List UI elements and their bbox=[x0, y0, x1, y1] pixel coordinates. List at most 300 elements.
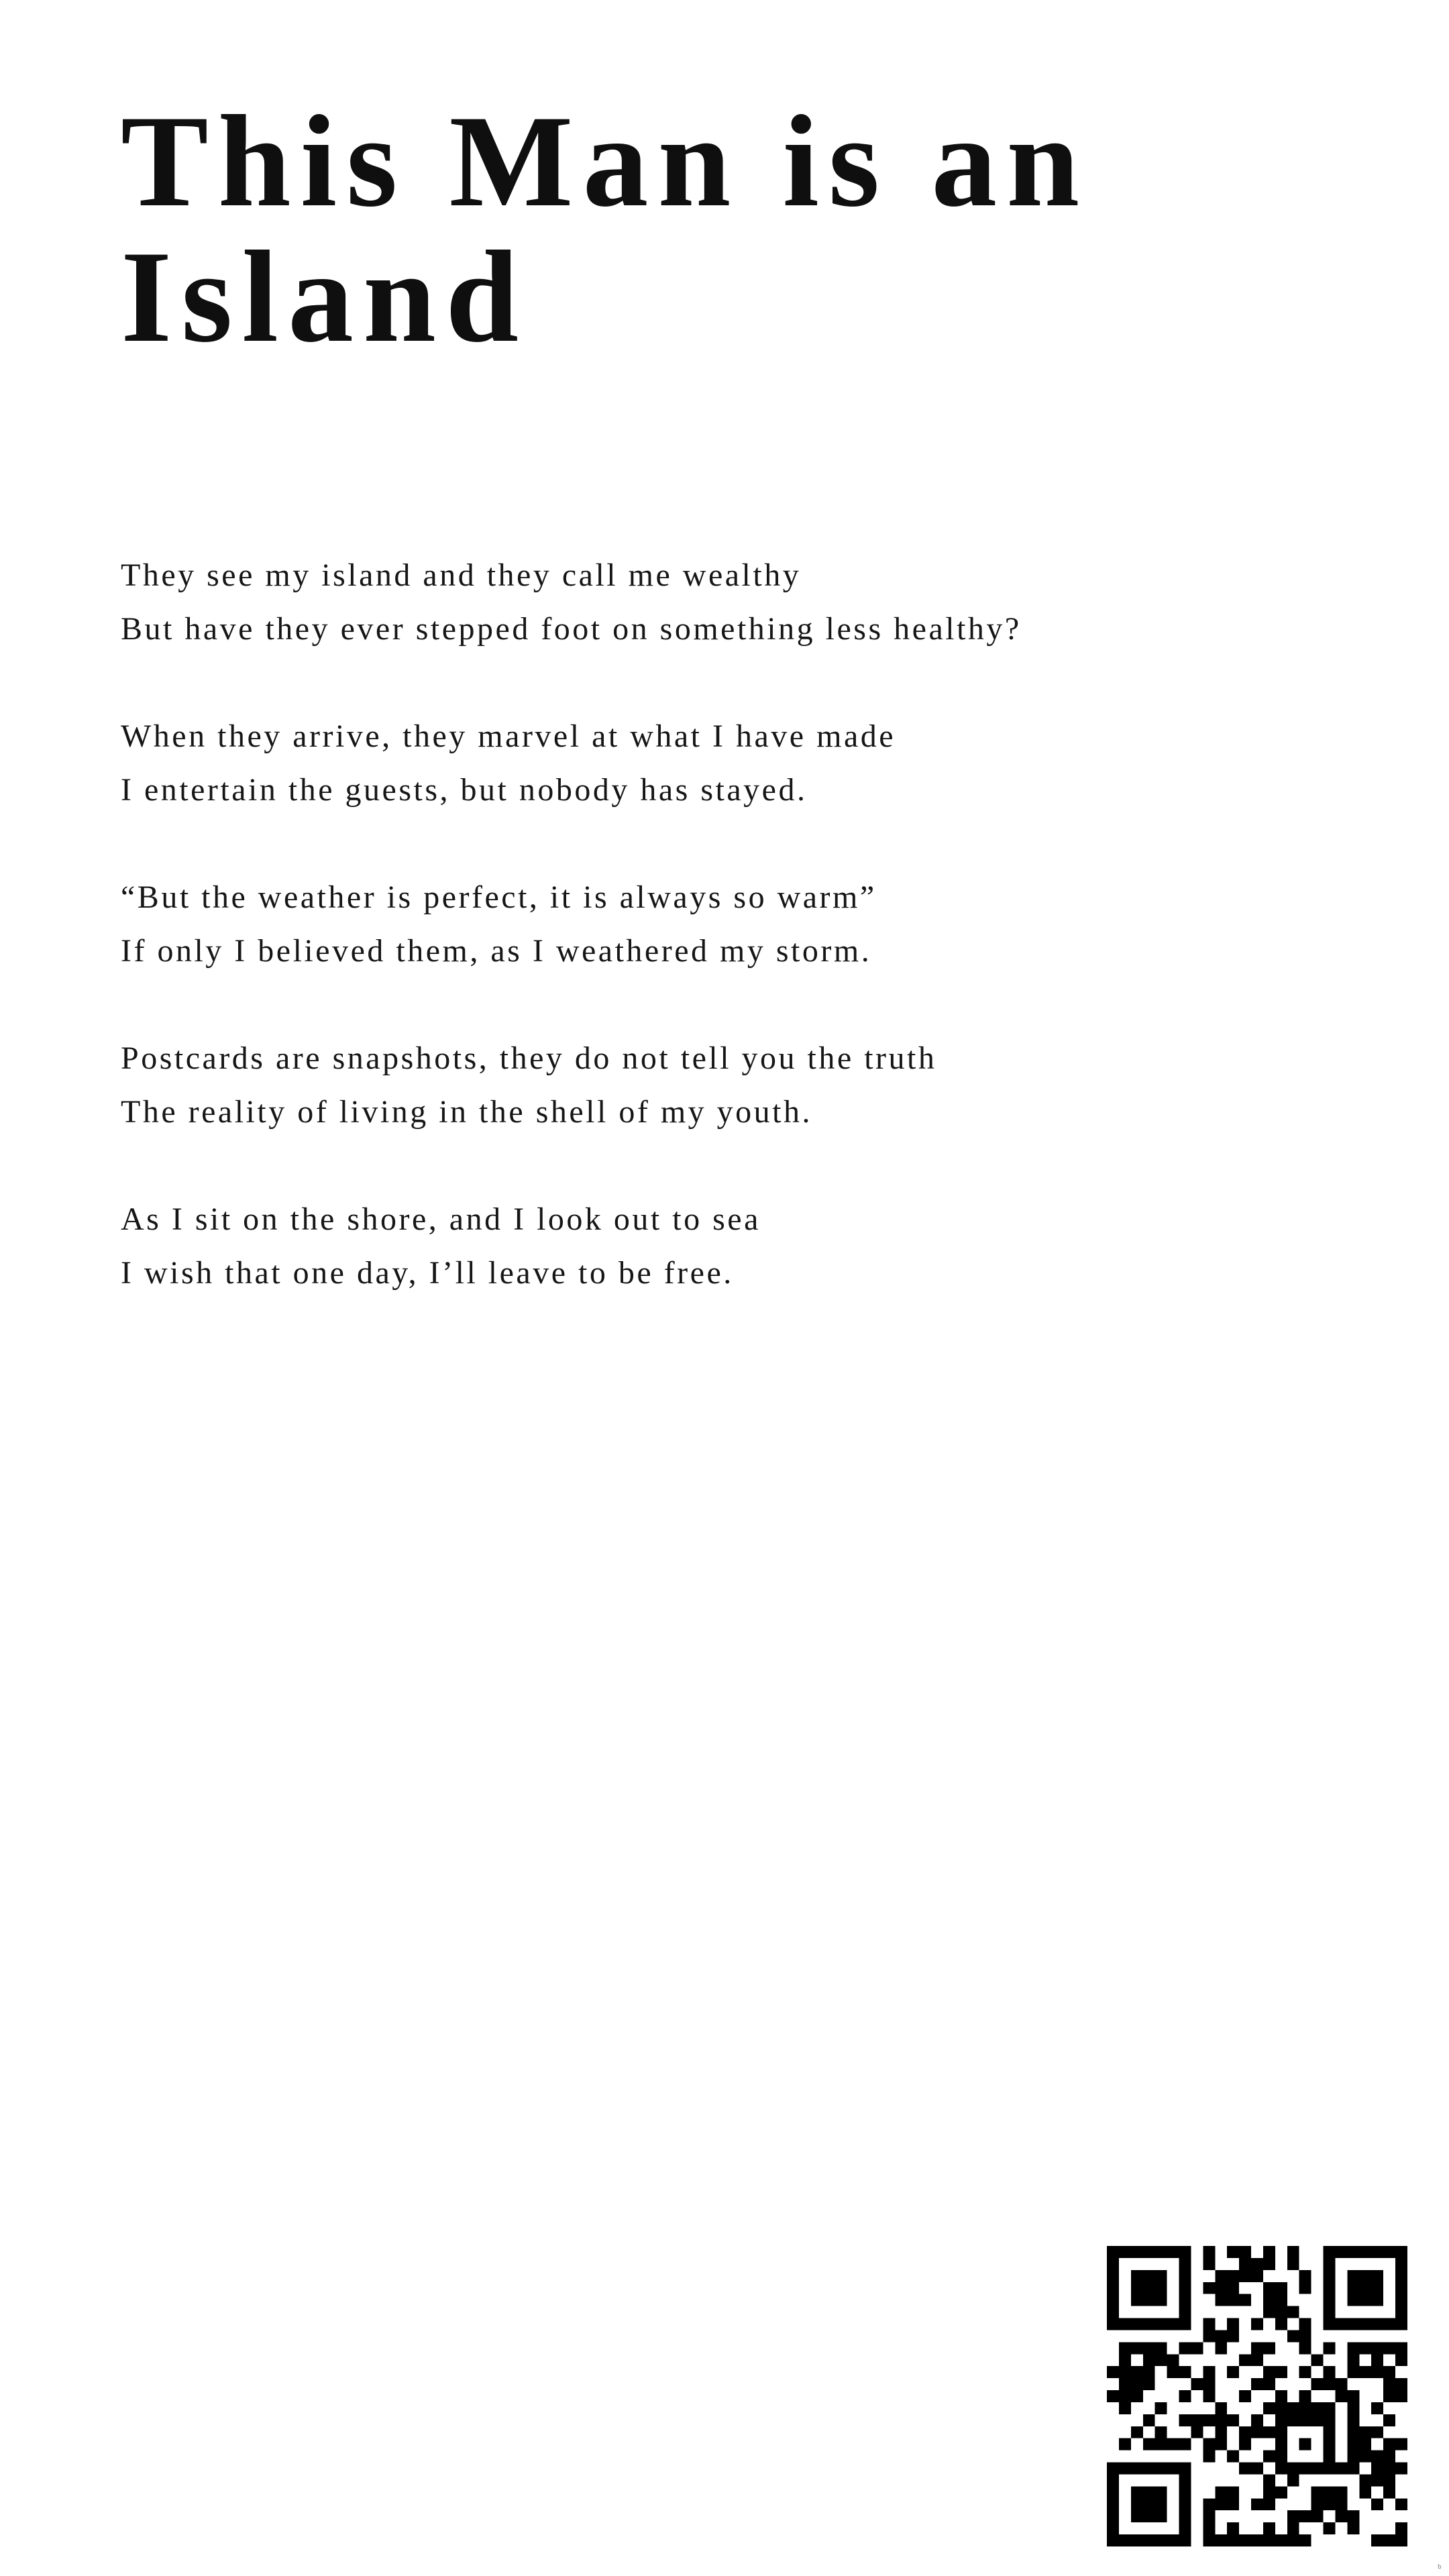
qr-module bbox=[1275, 2282, 1287, 2294]
qr-module bbox=[1383, 2378, 1395, 2390]
qr-module bbox=[1107, 2258, 1119, 2270]
qr-module bbox=[1383, 2342, 1395, 2354]
qr-module bbox=[1359, 2366, 1371, 2378]
qr-module bbox=[1179, 2463, 1191, 2475]
qr-module bbox=[1347, 2342, 1359, 2354]
qr-module bbox=[1263, 2282, 1275, 2294]
qr-module bbox=[1299, 2402, 1311, 2414]
qr-module bbox=[1299, 2342, 1311, 2354]
qr-module bbox=[1215, 2270, 1227, 2282]
qr-module bbox=[1335, 2498, 1347, 2510]
qr-module bbox=[1215, 2282, 1227, 2294]
poem-line: When they arrive, they marvel at what I have made bbox=[121, 718, 896, 754]
qr-module bbox=[1275, 2463, 1287, 2475]
qr-module bbox=[1239, 2463, 1251, 2475]
qr-module bbox=[1275, 2414, 1287, 2426]
qr-module bbox=[1324, 2270, 1336, 2282]
qr-module bbox=[1191, 2426, 1203, 2438]
qr-module bbox=[1275, 2534, 1287, 2546]
qr-module bbox=[1324, 2426, 1336, 2438]
poem-body bbox=[121, 549, 1328, 1354]
poem-line: Postcards are snapshots, they do not tell you the truth bbox=[121, 1040, 937, 1076]
qr-module bbox=[1215, 2294, 1227, 2306]
qr-module bbox=[1179, 2258, 1191, 2270]
qr-module bbox=[1155, 2246, 1167, 2258]
qr-module bbox=[1287, 2402, 1299, 2414]
corner-mark: b bbox=[1438, 2564, 1442, 2571]
qr-module bbox=[1251, 2270, 1263, 2282]
qr-module bbox=[1359, 2342, 1371, 2354]
qr-module bbox=[1324, 2366, 1336, 2378]
qr-module bbox=[1227, 2270, 1239, 2282]
qr-module bbox=[1395, 2294, 1407, 2306]
qr-module bbox=[1335, 2463, 1347, 2475]
qr-module bbox=[1131, 2390, 1143, 2402]
qr-module bbox=[1239, 2390, 1251, 2402]
qr-module bbox=[1324, 2258, 1336, 2270]
qr-module bbox=[1311, 2378, 1324, 2390]
qr-module bbox=[1383, 2486, 1395, 2498]
qr-module bbox=[1275, 2390, 1287, 2402]
qr-module bbox=[1191, 2342, 1203, 2354]
qr-module bbox=[1167, 2246, 1179, 2258]
qr-module bbox=[1203, 2522, 1215, 2534]
qr-module bbox=[1287, 2463, 1299, 2475]
qr-module bbox=[1371, 2451, 1383, 2463]
qr-module bbox=[1131, 2498, 1143, 2510]
qr-module bbox=[1299, 2463, 1311, 2475]
qr-module bbox=[1179, 2534, 1191, 2546]
qr-module bbox=[1359, 2438, 1371, 2451]
qr-module bbox=[1227, 2282, 1239, 2294]
qr-module bbox=[1227, 2330, 1239, 2342]
qr-code-icon[interactable] bbox=[1107, 2246, 1407, 2546]
qr-module bbox=[1143, 2282, 1155, 2294]
qr-module bbox=[1287, 2474, 1299, 2486]
qr-module bbox=[1347, 2402, 1359, 2414]
qr-module bbox=[1335, 2246, 1347, 2258]
qr-module bbox=[1324, 2294, 1336, 2306]
qr-module bbox=[1143, 2318, 1155, 2330]
qr-module bbox=[1299, 2270, 1311, 2282]
qr-module bbox=[1179, 2318, 1191, 2330]
qr-module bbox=[1359, 2426, 1371, 2438]
qr-module bbox=[1395, 2246, 1407, 2258]
qr-module bbox=[1155, 2498, 1167, 2510]
qr-module bbox=[1251, 2414, 1263, 2426]
qr-module bbox=[1203, 2438, 1215, 2451]
qr-module bbox=[1299, 2438, 1311, 2451]
qr-module bbox=[1287, 2306, 1299, 2318]
qr-code-graphic bbox=[1107, 2246, 1407, 2546]
qr-module bbox=[1107, 2474, 1119, 2486]
stanza-3 bbox=[121, 871, 1328, 978]
qr-module bbox=[1371, 2474, 1383, 2486]
qr-module bbox=[1203, 2330, 1215, 2342]
poem-line: If only I believed them, as I weathered my storm. bbox=[121, 933, 872, 969]
qr-module bbox=[1107, 2522, 1119, 2534]
qr-module bbox=[1215, 2330, 1227, 2342]
qr-module bbox=[1335, 2318, 1347, 2330]
qr-module bbox=[1155, 2402, 1167, 2414]
qr-module bbox=[1275, 2294, 1287, 2306]
qr-module bbox=[1347, 2354, 1359, 2366]
qr-module bbox=[1263, 2522, 1275, 2534]
qr-module bbox=[1371, 2426, 1383, 2438]
qr-module bbox=[1179, 2282, 1191, 2294]
qr-module bbox=[1371, 2246, 1383, 2258]
qr-module bbox=[1179, 2306, 1191, 2318]
qr-module bbox=[1239, 2354, 1251, 2366]
qr-module bbox=[1347, 2438, 1359, 2451]
qr-module bbox=[1263, 2426, 1275, 2438]
qr-module bbox=[1203, 2378, 1215, 2390]
qr-module bbox=[1287, 2414, 1299, 2426]
qr-module bbox=[1359, 2474, 1371, 2486]
qr-module bbox=[1131, 2318, 1143, 2330]
qr-module bbox=[1215, 2414, 1227, 2426]
qr-module bbox=[1395, 2354, 1407, 2366]
qr-module bbox=[1324, 2438, 1336, 2451]
qr-module bbox=[1119, 2318, 1131, 2330]
qr-module bbox=[1119, 2378, 1131, 2390]
qr-module bbox=[1347, 2522, 1359, 2534]
qr-module bbox=[1131, 2270, 1143, 2282]
qr-module bbox=[1179, 2246, 1191, 2258]
qr-module bbox=[1203, 2282, 1215, 2294]
poem-line: “But the weather is perfect, it is always so warm” bbox=[121, 879, 877, 915]
qr-module bbox=[1191, 2414, 1203, 2426]
qr-module bbox=[1143, 2270, 1155, 2282]
qr-module bbox=[1263, 2366, 1275, 2378]
poem-line: I entertain the guests, but nobody has stayed. bbox=[121, 772, 808, 808]
qr-module bbox=[1131, 2294, 1143, 2306]
qr-module bbox=[1395, 2522, 1407, 2534]
qr-module bbox=[1143, 2510, 1155, 2522]
qr-module bbox=[1395, 2270, 1407, 2282]
qr-module bbox=[1324, 2318, 1336, 2330]
qr-module bbox=[1227, 2451, 1239, 2463]
qr-module bbox=[1143, 2463, 1155, 2475]
qr-module bbox=[1299, 2318, 1311, 2330]
qr-module bbox=[1131, 2463, 1143, 2475]
qr-module bbox=[1155, 2486, 1167, 2498]
qr-module bbox=[1383, 2318, 1395, 2330]
qr-module bbox=[1383, 2366, 1395, 2378]
qr-module bbox=[1203, 2414, 1215, 2426]
qr-module bbox=[1107, 2270, 1119, 2282]
qr-module bbox=[1107, 2282, 1119, 2294]
qr-module bbox=[1203, 2390, 1215, 2402]
qr-module bbox=[1371, 2282, 1383, 2294]
qr-module bbox=[1275, 2486, 1287, 2498]
qr-module bbox=[1263, 2294, 1275, 2306]
qr-module bbox=[1311, 2354, 1324, 2366]
poem-line: I wish that one day, I’ll leave to be free. bbox=[121, 1255, 734, 1291]
qr-module bbox=[1371, 2318, 1383, 2330]
qr-module bbox=[1383, 2246, 1395, 2258]
qr-module bbox=[1227, 2522, 1239, 2534]
qr-module bbox=[1263, 2402, 1275, 2414]
qr-module bbox=[1383, 2390, 1395, 2402]
qr-module bbox=[1215, 2498, 1227, 2510]
qr-module bbox=[1215, 2486, 1227, 2498]
qr-module bbox=[1119, 2534, 1131, 2546]
qr-module bbox=[1107, 2510, 1119, 2522]
qr-module bbox=[1155, 2318, 1167, 2330]
qr-module bbox=[1347, 2390, 1359, 2402]
qr-module bbox=[1155, 2426, 1167, 2438]
qr-module bbox=[1203, 2498, 1215, 2510]
stanza-2 bbox=[121, 710, 1328, 817]
poem-line: But have they ever stepped foot on something less healthy? bbox=[121, 611, 1022, 647]
qr-module bbox=[1371, 2354, 1383, 2366]
stanza-5 bbox=[121, 1193, 1328, 1300]
qr-module bbox=[1251, 2318, 1263, 2330]
poem-line: As I sit on the shore, and I look out to sea bbox=[121, 1201, 761, 1237]
qr-module bbox=[1347, 2414, 1359, 2426]
qr-module bbox=[1299, 2330, 1311, 2342]
qr-module bbox=[1299, 2510, 1311, 2522]
qr-module bbox=[1179, 2294, 1191, 2306]
qr-module bbox=[1395, 2258, 1407, 2270]
poem-line: The reality of living in the shell of my youth. bbox=[121, 1094, 813, 1130]
qr-module bbox=[1179, 2390, 1191, 2402]
qr-module bbox=[1251, 2534, 1263, 2546]
qr-module bbox=[1203, 2510, 1215, 2522]
qr-module bbox=[1143, 2414, 1155, 2426]
qr-module bbox=[1395, 2463, 1407, 2475]
qr-module bbox=[1347, 2318, 1359, 2330]
qr-module bbox=[1371, 2342, 1383, 2354]
qr-module bbox=[1263, 2306, 1275, 2318]
qr-module bbox=[1324, 2522, 1336, 2534]
qr-module bbox=[1179, 2510, 1191, 2522]
qr-module bbox=[1347, 2463, 1359, 2475]
title-line-1: This Man is an bbox=[121, 89, 1089, 234]
qr-module bbox=[1179, 2438, 1191, 2451]
qr-module bbox=[1155, 2534, 1167, 2546]
qr-module bbox=[1395, 2282, 1407, 2294]
qr-module bbox=[1131, 2282, 1143, 2294]
qr-module bbox=[1155, 2354, 1167, 2366]
qr-module bbox=[1107, 2366, 1119, 2378]
qr-module bbox=[1155, 2510, 1167, 2522]
qr-module bbox=[1395, 2342, 1407, 2354]
poem-title bbox=[121, 89, 1395, 370]
qr-module bbox=[1275, 2402, 1287, 2414]
qr-module bbox=[1287, 2246, 1299, 2258]
qr-module bbox=[1371, 2366, 1383, 2378]
qr-module bbox=[1251, 2354, 1263, 2366]
qr-module bbox=[1324, 2486, 1336, 2498]
qr-module bbox=[1299, 2414, 1311, 2426]
qr-module bbox=[1155, 2270, 1167, 2282]
qr-module bbox=[1371, 2402, 1383, 2414]
qr-module bbox=[1107, 2390, 1119, 2402]
qr-module bbox=[1131, 2534, 1143, 2546]
qr-module bbox=[1287, 2510, 1299, 2522]
qr-module bbox=[1107, 2463, 1119, 2475]
qr-module bbox=[1383, 2438, 1395, 2451]
qr-module bbox=[1299, 2534, 1311, 2546]
qr-module bbox=[1203, 2246, 1215, 2258]
qr-module bbox=[1143, 2294, 1155, 2306]
qr-module bbox=[1179, 2498, 1191, 2510]
qr-module bbox=[1107, 2246, 1119, 2258]
qr-module bbox=[1347, 2451, 1359, 2463]
qr-module bbox=[1263, 2342, 1275, 2354]
stanza-1 bbox=[121, 549, 1328, 656]
qr-module bbox=[1107, 2534, 1119, 2546]
qr-module bbox=[1179, 2414, 1191, 2426]
qr-module bbox=[1324, 2414, 1336, 2426]
qr-module bbox=[1179, 2270, 1191, 2282]
qr-module bbox=[1395, 2306, 1407, 2318]
qr-module bbox=[1167, 2534, 1179, 2546]
qr-module bbox=[1263, 2378, 1275, 2390]
qr-module bbox=[1179, 2486, 1191, 2498]
qr-module bbox=[1395, 2438, 1407, 2451]
qr-module bbox=[1251, 2426, 1263, 2438]
qr-module bbox=[1324, 2282, 1336, 2294]
qr-module bbox=[1155, 2463, 1167, 2475]
qr-module bbox=[1119, 2342, 1131, 2354]
qr-module bbox=[1203, 2451, 1215, 2463]
qr-module bbox=[1143, 2534, 1155, 2546]
qr-module bbox=[1275, 2438, 1287, 2451]
qr-module bbox=[1359, 2451, 1371, 2463]
poem-line: They see my island and they call me wealthy bbox=[121, 557, 802, 593]
qr-module bbox=[1143, 2438, 1155, 2451]
qr-module bbox=[1347, 2426, 1359, 2438]
qr-module bbox=[1383, 2451, 1395, 2463]
qr-module bbox=[1131, 2246, 1143, 2258]
qr-module bbox=[1395, 2318, 1407, 2330]
qr-module bbox=[1395, 2390, 1407, 2402]
qr-module bbox=[1359, 2246, 1371, 2258]
qr-module bbox=[1395, 2378, 1407, 2390]
qr-module bbox=[1227, 2534, 1239, 2546]
qr-module bbox=[1131, 2342, 1143, 2354]
qr-module bbox=[1324, 2498, 1336, 2510]
qr-module bbox=[1227, 2294, 1239, 2306]
qr-module bbox=[1287, 2258, 1299, 2270]
qr-module bbox=[1215, 2342, 1227, 2354]
qr-module bbox=[1143, 2366, 1155, 2378]
qr-module bbox=[1371, 2463, 1383, 2475]
qr-module bbox=[1395, 2498, 1407, 2510]
qr-module bbox=[1179, 2342, 1191, 2354]
qr-module bbox=[1131, 2378, 1143, 2390]
qr-module bbox=[1143, 2486, 1155, 2498]
qr-module bbox=[1155, 2282, 1167, 2294]
qr-module bbox=[1359, 2486, 1371, 2498]
qr-module bbox=[1324, 2402, 1336, 2414]
qr-module bbox=[1119, 2390, 1131, 2402]
qr-module bbox=[1143, 2246, 1155, 2258]
qr-module bbox=[1359, 2294, 1371, 2306]
qr-module bbox=[1179, 2366, 1191, 2378]
qr-module bbox=[1324, 2463, 1336, 2475]
qr-module bbox=[1359, 2270, 1371, 2282]
qr-module bbox=[1263, 2258, 1275, 2270]
qr-module bbox=[1107, 2294, 1119, 2306]
qr-module bbox=[1299, 2366, 1311, 2378]
stanza-4 bbox=[121, 1032, 1328, 1139]
qr-module bbox=[1335, 2390, 1347, 2402]
qr-module bbox=[1119, 2366, 1131, 2378]
qr-module bbox=[1227, 2318, 1239, 2330]
qr-module bbox=[1143, 2378, 1155, 2390]
qr-module bbox=[1251, 2463, 1263, 2475]
qr-module bbox=[1239, 2270, 1251, 2282]
qr-module bbox=[1167, 2463, 1179, 2475]
qr-module bbox=[1167, 2366, 1179, 2378]
qr-module bbox=[1287, 2534, 1299, 2546]
qr-module bbox=[1383, 2463, 1395, 2475]
qr-module bbox=[1275, 2366, 1287, 2378]
qr-module bbox=[1119, 2354, 1131, 2366]
qr-module bbox=[1311, 2463, 1324, 2475]
qr-module bbox=[1383, 2414, 1395, 2426]
qr-module bbox=[1143, 2498, 1155, 2510]
qr-module bbox=[1335, 2486, 1347, 2498]
qr-module bbox=[1131, 2426, 1143, 2438]
qr-module bbox=[1227, 2486, 1239, 2498]
qr-module bbox=[1359, 2318, 1371, 2330]
qr-module bbox=[1299, 2390, 1311, 2402]
qr-module bbox=[1119, 2463, 1131, 2475]
qr-module bbox=[1395, 2534, 1407, 2546]
qr-module bbox=[1239, 2246, 1251, 2258]
qr-module bbox=[1191, 2378, 1203, 2390]
qr-module bbox=[1167, 2354, 1179, 2366]
qr-module bbox=[1299, 2282, 1311, 2294]
qr-module bbox=[1215, 2426, 1227, 2438]
qr-module bbox=[1263, 2486, 1275, 2498]
qr-module bbox=[1215, 2402, 1227, 2414]
qr-module bbox=[1119, 2402, 1131, 2414]
qr-module bbox=[1347, 2294, 1359, 2306]
qr-module bbox=[1347, 2246, 1359, 2258]
qr-module bbox=[1179, 2522, 1191, 2534]
qr-module bbox=[1107, 2318, 1119, 2330]
qr-module bbox=[1107, 2486, 1119, 2498]
qr-module bbox=[1239, 2438, 1251, 2451]
qr-module bbox=[1251, 2378, 1263, 2390]
qr-module bbox=[1107, 2498, 1119, 2510]
qr-module bbox=[1263, 2246, 1275, 2258]
qr-module bbox=[1324, 2378, 1336, 2390]
qr-module bbox=[1275, 2451, 1287, 2463]
qr-module bbox=[1371, 2534, 1383, 2546]
qr-module bbox=[1263, 2474, 1275, 2486]
qr-module bbox=[1347, 2510, 1359, 2522]
qr-module bbox=[1251, 2498, 1263, 2510]
qr-module bbox=[1239, 2534, 1251, 2546]
qr-module bbox=[1203, 2318, 1215, 2330]
qr-module bbox=[1227, 2246, 1239, 2258]
qr-module bbox=[1275, 2426, 1287, 2438]
qr-module bbox=[1263, 2498, 1275, 2510]
title-line-2: Island bbox=[121, 224, 529, 370]
qr-module bbox=[1311, 2414, 1324, 2426]
qr-module bbox=[1131, 2366, 1143, 2378]
qr-module bbox=[1324, 2246, 1336, 2258]
qr-module bbox=[1383, 2474, 1395, 2486]
qr-module bbox=[1119, 2246, 1131, 2258]
